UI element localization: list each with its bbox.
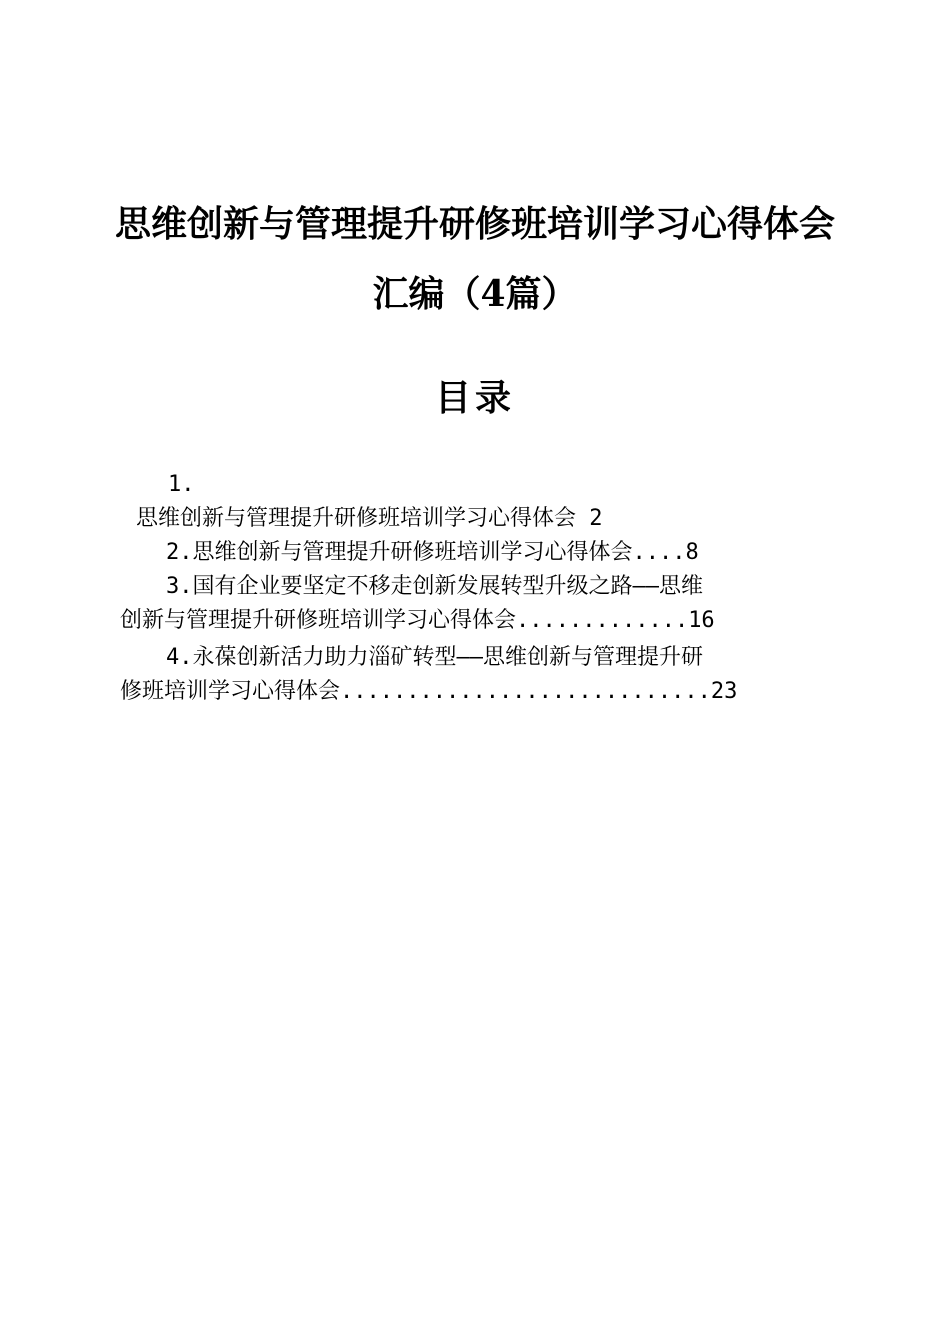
toc-heading: 目录 [434, 377, 515, 419]
toc-entry-1-text[interactable]: 思维创新与管理提升研修班培训学习心得体会 2 [136, 506, 603, 531]
toc-entry-4-line-1[interactable]: 4.永葆创新活力助力淄矿转型——思维创新与管理提升研 [166, 645, 703, 670]
document-title-line-1: 思维创新与管理提升研修班培训学习心得体会 [114, 203, 835, 245]
toc-entry-4-line-2[interactable]: 修班培训学习心得体会............................23 [120, 679, 738, 704]
toc-entry-3-line-2[interactable]: 创新与管理提升研修班培训学习心得体会.............16 [120, 608, 715, 633]
document-title-line-2: 汇编（4篇） [372, 273, 578, 315]
toc-entry-1-number[interactable]: 1. [168, 472, 195, 497]
toc-entry-2[interactable]: 2.思维创新与管理提升研修班培训学习心得体会....8 [166, 540, 699, 565]
toc-entry-3-line-1[interactable]: 3.国有企业要坚定不移走创新发展转型升级之路——思维 [166, 574, 703, 599]
